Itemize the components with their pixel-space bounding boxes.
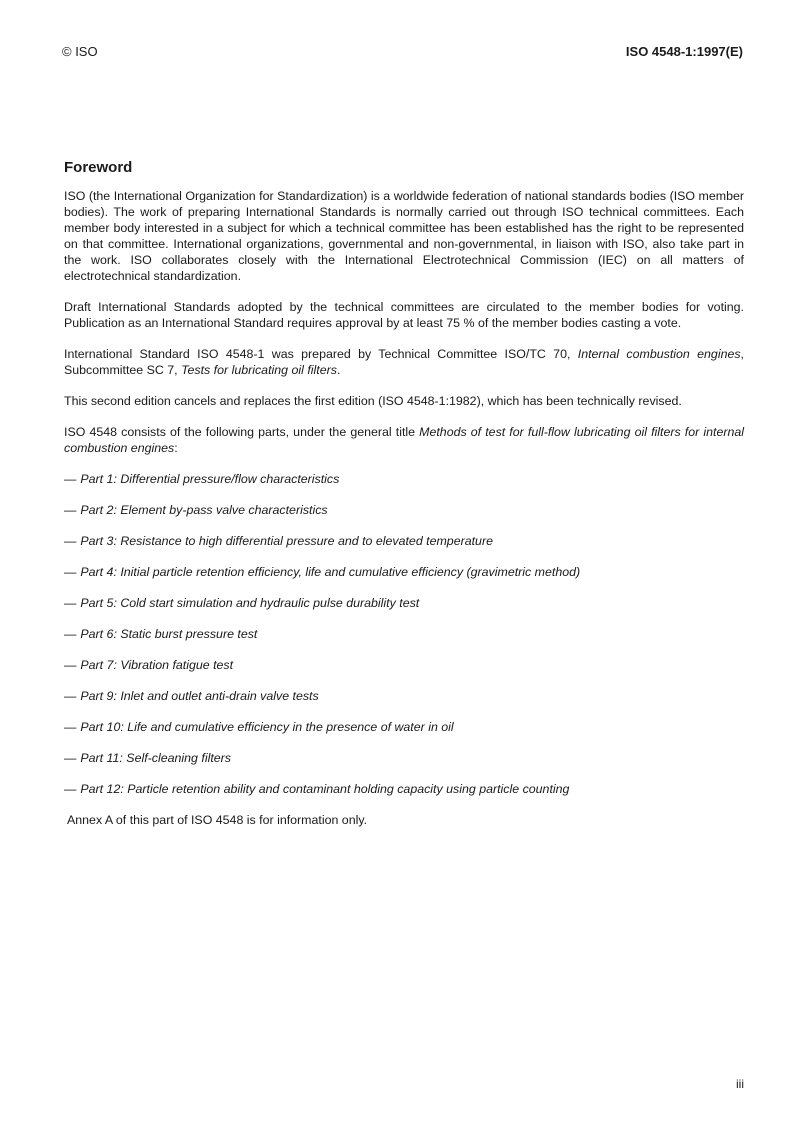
list-item	[64, 471, 744, 487]
part-title: Part 7: Vibration fatigue test	[80, 658, 234, 672]
colon: :	[174, 441, 178, 455]
part-title: Part 9: Inlet and outlet anti-drain valve tests	[80, 689, 319, 703]
list-item	[64, 750, 744, 766]
period: .	[336, 363, 341, 377]
dash-bullet: —	[64, 689, 77, 703]
list-item	[64, 657, 744, 673]
paragraph-parts-intro	[64, 424, 744, 456]
part-title: Part 11: Self-cleaning filters	[80, 751, 231, 765]
part-title: Part 5: Cold start simulation and hydraulic pulse durability test	[80, 596, 420, 610]
list-item	[64, 781, 744, 797]
list-item	[64, 533, 744, 549]
general-title: Methods of test for full-flow lubricating oil filters for internal combustion engines	[64, 425, 744, 455]
paragraph-draft-standards: Draft International Standards adopted by the technical committees are circulated to the member bodies for voting. Publication as an International Standard requires approval by at least 75 % of the member bodies casting a vote.	[64, 300, 744, 330]
list-item	[64, 564, 744, 580]
dash-bullet: —	[64, 534, 77, 548]
foreword-section	[64, 160, 744, 843]
paragraph-annex-note: Annex A of this part of ISO 4548 is for information only.	[67, 813, 368, 827]
dash-bullet: —	[64, 503, 77, 517]
part-title: Part 3: Resistance to high differential pressure and to elevated temperature	[80, 534, 493, 548]
part-title: Part 1: Differential pressure/flow characteristics	[80, 472, 340, 486]
subcommittee-text: , Subcommittee SC 7,	[64, 347, 744, 377]
list-item	[64, 502, 744, 518]
dash-bullet: —	[64, 596, 77, 610]
part-title: Part 12: Particle retention ability and contaminant holding capacity using particle counting	[80, 782, 570, 796]
section-title: Foreword	[64, 159, 133, 176]
document-id-header: ISO 4548-1:1997(E)	[625, 44, 743, 59]
list-item	[64, 626, 744, 642]
list-item	[64, 688, 744, 704]
list-item	[64, 595, 744, 611]
subcommittee-title: Tests for lubricating oil filters	[181, 363, 337, 377]
copyright-header: © ISO	[62, 44, 98, 59]
dash-bullet: —	[64, 627, 77, 641]
parts-list	[64, 471, 744, 797]
dash-bullet: —	[64, 720, 77, 734]
dash-bullet: —	[64, 782, 77, 796]
part-title: Part 10: Life and cumulative efficiency in the presence of water in oil	[80, 720, 454, 734]
dash-bullet: —	[64, 472, 77, 486]
dash-bullet: —	[64, 658, 77, 672]
parts-intro-text: ISO 4548 consists of the following parts, under the general title	[64, 425, 420, 439]
paragraph-prepared-by	[64, 346, 744, 378]
page-number: iii	[736, 1077, 744, 1091]
prepared-by-text: International Standard ISO 4548-1 was prepared by Technical Committee ISO/TC 70,	[64, 347, 578, 361]
part-title: Part 6: Static burst pressure test	[80, 627, 258, 641]
part-title: Part 2: Element by-pass valve characteristics	[80, 503, 328, 517]
paragraph-edition-note: This second edition cancels and replaces the first edition (ISO 4548-1:1982), which has been technically revised.	[64, 394, 682, 408]
dash-bullet: —	[64, 565, 77, 579]
part-title: Part 4: Initial particle retention efficiency, life and cumulative efficiency (gravimetric method)	[80, 565, 581, 579]
committee-title: Internal combustion engines	[577, 347, 741, 361]
dash-bullet: —	[64, 751, 77, 765]
list-item	[64, 719, 744, 735]
paragraph-iso-description: ISO (the International Organization for Standardization) is a worldwide federation of national standards bodies (ISO member bodies). The work of preparing International Standards is normally carried out through ISO technical committees. Each member body interested in a subject for which a technical committee has been established has the right to be represented on that committee. International organizations, governmental and non-governmental, in liaison with ISO, also take part in the work. ISO collaborates closely with the International Electrotechnical Commission (IEC) on all matters of electrotechnical standardization.	[64, 189, 744, 283]
